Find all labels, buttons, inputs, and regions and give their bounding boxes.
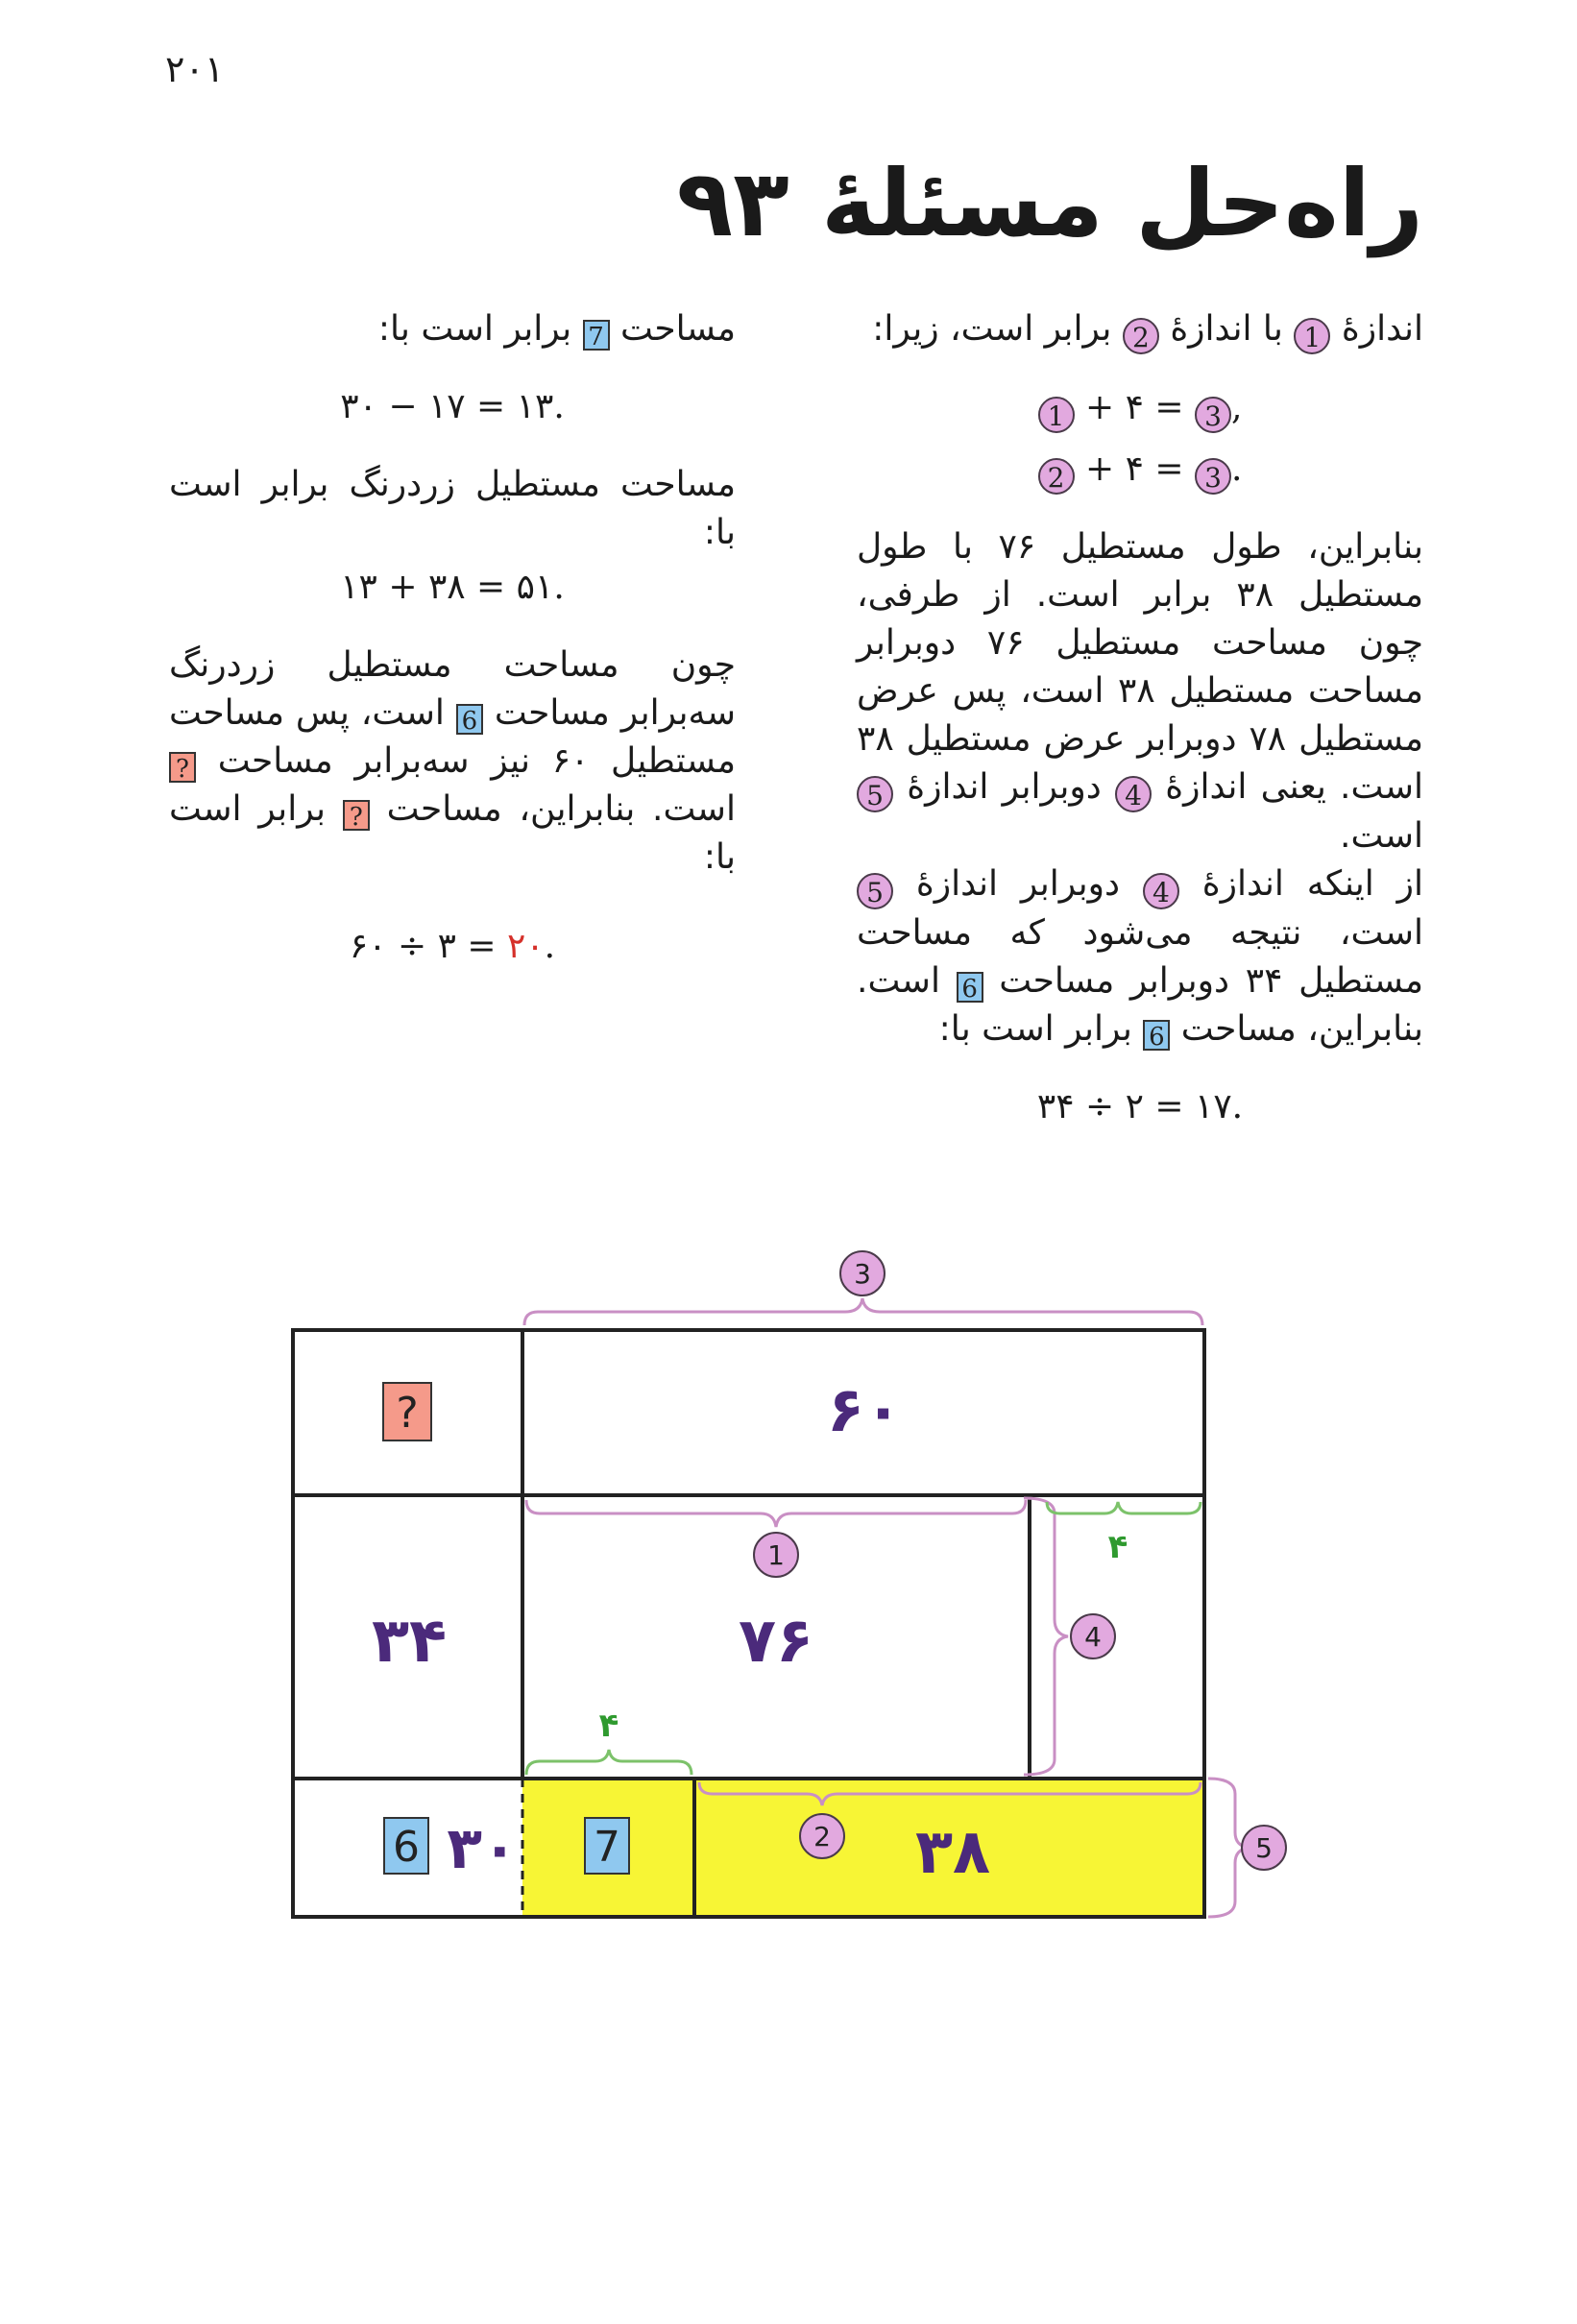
area-34: ۳۴ xyxy=(371,1606,448,1677)
box-label-6: 6 xyxy=(1143,1020,1170,1051)
svg-text:6: 6 xyxy=(393,1823,420,1872)
area-30: ۳۰ xyxy=(447,1815,518,1882)
circle-label-4: 4 xyxy=(1115,776,1152,812)
circle-label-2: 2 xyxy=(1123,318,1159,354)
paragraph-text: برابر است با: xyxy=(169,789,736,877)
circle-label-1: 1 xyxy=(1038,397,1075,433)
equation-expression: ۶۰ ÷ ۳ = xyxy=(349,927,497,966)
paragraph-text: برابر است با: xyxy=(377,309,572,349)
box-7 xyxy=(585,1818,629,1874)
paragraph-text: است، پس مساحت مستطیل ۶۰ نیز سه‌برابر مساحت xyxy=(169,693,736,781)
equation-end: . xyxy=(1231,449,1243,489)
box-label-6: 6 xyxy=(456,704,483,735)
area-38: ۳۸ xyxy=(914,1817,991,1888)
bracket-4-green xyxy=(1047,1502,1201,1513)
svg-text:7: 7 xyxy=(594,1823,620,1872)
box-6 xyxy=(384,1818,428,1874)
equation-end: . xyxy=(544,927,556,966)
circle-label-3 xyxy=(840,1251,885,1295)
paragraph-text: برابر است با: xyxy=(938,1009,1132,1049)
intro-text-2: با اندازهٔ xyxy=(1170,309,1283,349)
paragraph-text: دوبرابر اندازهٔ xyxy=(907,767,1102,807)
intro-text-3: برابر است، زیرا: xyxy=(872,309,1112,349)
circle-label-5: 5 xyxy=(857,873,893,909)
intro-text-1: اندازهٔ xyxy=(1341,309,1423,349)
equation-end: , xyxy=(1231,388,1243,427)
bracket-1 xyxy=(526,1500,1026,1527)
box-label-6: 6 xyxy=(957,972,983,1003)
equation-13-plus-38: ۱۳ + ۳۸ = ۵۱. xyxy=(340,568,565,607)
circle-label-3: 3 xyxy=(1195,458,1231,495)
paragraph-text: بنابراین، طول مستطیل ۷۶ با طول مستطیل ۳۸ برابر است. از طرفی، چون مساحت مستطیل ۷۶ دوبرابر مساحت مستطیل ۳۸ است، پس عرض مستطیل ۷۸ دوبرابر عرض مستطیل ۳۸ است. یعنی اندازهٔ xyxy=(857,527,1424,807)
width-label-4-lower: ۴ xyxy=(598,1707,619,1745)
equation-operator: + ۴ = xyxy=(1084,449,1184,489)
paragraph-text: است، نتیجه می‌شود که مساحت مستطیل ۳۴ دوبرابر مساحت xyxy=(857,913,1423,1001)
area-76: ۷۶ xyxy=(738,1606,814,1677)
area-60: ۶۰ xyxy=(826,1375,903,1446)
equation-30-minus-17: ۳۰ − ۱۷ = ۱۳. xyxy=(340,387,565,426)
circle-label-3: 3 xyxy=(1195,397,1231,433)
circle-label-4: 4 xyxy=(1143,873,1179,909)
box-label-question: ? xyxy=(169,752,196,783)
svg-text:5: 5 xyxy=(1255,1832,1273,1864)
final-answer: ۲۰ xyxy=(507,927,545,966)
width-label-4: ۴ xyxy=(1107,1528,1128,1566)
paragraph-text: دوبرابر اندازهٔ xyxy=(915,864,1121,904)
page-number: ۲۰۱ xyxy=(165,48,225,90)
circle-label-1: 1 xyxy=(1294,318,1330,354)
paragraph-text: از اینکه اندازهٔ xyxy=(1201,864,1424,904)
box-label-7: 7 xyxy=(583,320,610,351)
circle-label-2: 2 xyxy=(1038,458,1075,495)
circle-label-5: 5 xyxy=(857,776,893,812)
box-label-question: ? xyxy=(343,800,370,831)
circle-label-5 xyxy=(1242,1826,1286,1870)
question-box xyxy=(383,1383,431,1440)
svg-text:4: 4 xyxy=(1084,1621,1102,1653)
equation-34-div-2: ۳۴ ÷ ۲ = ۱۷. xyxy=(1036,1087,1244,1126)
page-title: راه‌حل مسئلهٔ ۹۳ xyxy=(676,150,1423,257)
paragraph-text: است. بنابراین، مساحت xyxy=(857,961,1423,1049)
paragraph-text: است. xyxy=(1340,816,1423,856)
paragraph-text: چون مساحت مستطیل زردرنگ سه‌برابر مساحت xyxy=(169,645,736,733)
circle-label-1 xyxy=(754,1533,798,1577)
circle-label-4 xyxy=(1071,1614,1115,1658)
paragraph-yellow-area: مساحت مستطیل زردرنگ برابر است با: xyxy=(169,465,736,552)
bracket-3 xyxy=(524,1298,1202,1325)
circle-label-2 xyxy=(800,1814,844,1858)
svg-text:1: 1 xyxy=(767,1539,785,1571)
bracket-4-green-lower xyxy=(526,1750,691,1775)
svg-text:?: ? xyxy=(396,1389,419,1438)
paragraph-text: مساحت xyxy=(620,309,736,349)
paragraph-text: است. بنابراین، مساحت xyxy=(386,789,736,829)
svg-text:3: 3 xyxy=(854,1258,871,1290)
equation-operator: + ۴ = xyxy=(1084,388,1184,427)
svg-text:2: 2 xyxy=(813,1821,831,1852)
